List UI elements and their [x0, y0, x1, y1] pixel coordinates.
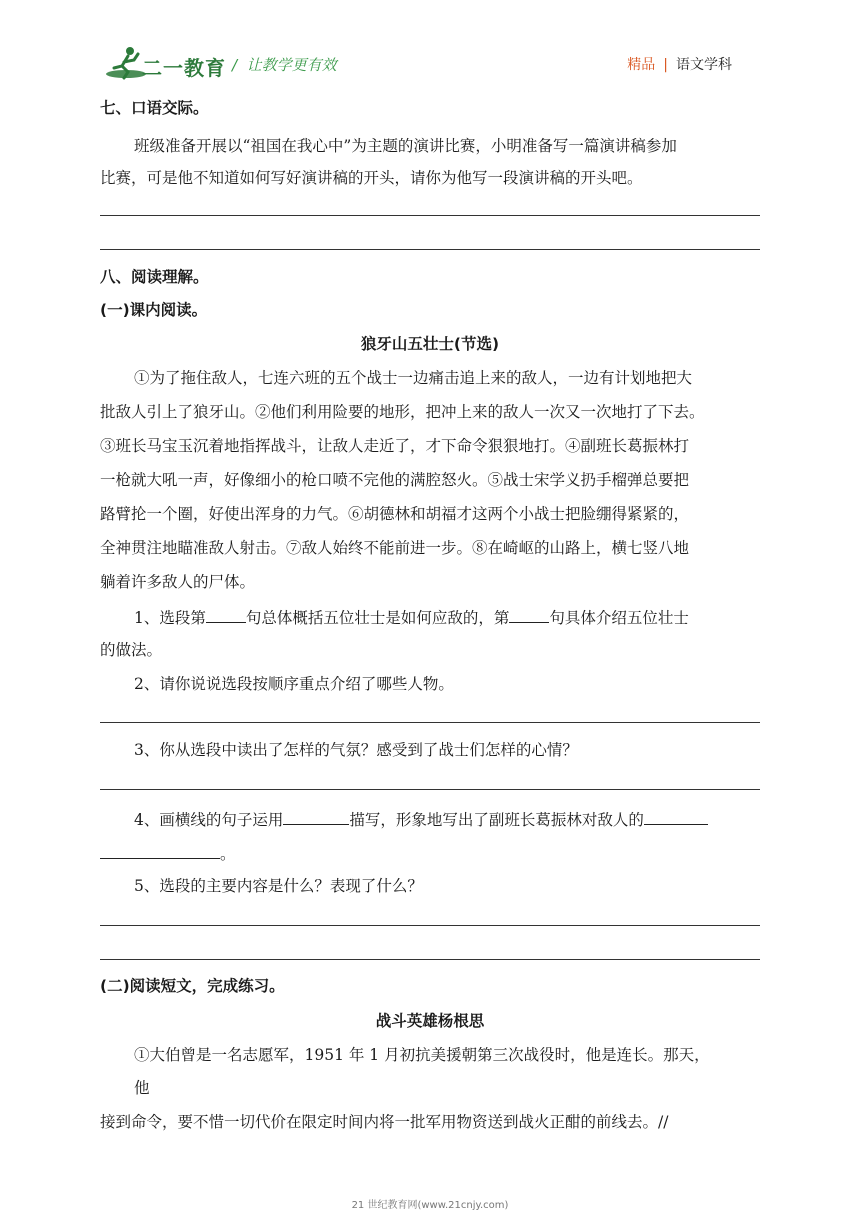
passage-1-line: 批敌人引上了狼牙山。②他们利用险要的地形，把冲上来的敌人一次又一次地打了下去。: [100, 403, 705, 421]
slogan: / 让教学更有效: [232, 56, 337, 74]
passage-1-title: 狼牙山五壮士(节选): [360, 335, 500, 353]
passage-1-line: 躺着许多敌人的尸体。: [100, 573, 256, 591]
subject-tag: 语文学科: [676, 57, 732, 73]
page-header: [0, 0, 860, 92]
passage-1-line: 路臂抡一个圈，好使出浑身的力气。⑥胡德林和胡福才这两个小战士把脸绷得紧紧的，: [100, 505, 690, 523]
passage-2-line: 接到命令，要不惜一切代价在限定时间内将一批军用物资送到战火正酣的前线去。//: [100, 1113, 669, 1131]
part-1-title: (一)课内阅读。: [100, 301, 208, 319]
answer-line[interactable]: [100, 925, 760, 926]
question-1: 1、选段第 句总体概括五位壮士是如何应敌的，第 句具体介绍五位壮士: [134, 606, 689, 628]
answer-line[interactable]: [100, 249, 760, 250]
question-5: 5、选段的主要内容是什么？表现了什么？: [134, 877, 423, 895]
answer-line[interactable]: [100, 789, 760, 790]
passage-1-line: ①为了拖住敌人，七连六班的五个战士一边痛击追上来的敌人，一边有计划地把大: [134, 369, 693, 387]
passage-2-title: 战斗英雄杨根思: [375, 1012, 485, 1030]
quality-tag: 精品: [627, 57, 656, 73]
part-2-title: (二)阅读短文，完成练习。: [100, 977, 285, 995]
brand-name: 二一教育: [142, 56, 226, 80]
fill-blank[interactable]: [509, 606, 549, 623]
sec7-text-line1: 班级准备开展以“祖国在我心中”为主题的演讲比赛，小明准备写一篇演讲稿参加: [134, 137, 677, 155]
question-4-cont: 。: [100, 842, 236, 864]
fill-blank[interactable]: [644, 808, 708, 825]
sec7-text-line2: 比赛，可是他不知道如何写好演讲稿的开头，请你为他写一段演讲稿的开头吧。: [100, 169, 643, 187]
fill-blank[interactable]: [283, 808, 349, 825]
section-8-title: 八、阅读理解。: [100, 268, 209, 286]
passage-1-line: ③班长马宝玉沉着地指挥战斗，让敌人走近了，才下命令狠狠地打。④副班长葛振林打: [100, 437, 690, 455]
question-1-cont: 的做法。: [100, 641, 163, 659]
answer-line[interactable]: [100, 959, 760, 960]
fill-blank[interactable]: [206, 606, 246, 623]
passage-2-line: 他: [134, 1079, 150, 1097]
answer-line[interactable]: [100, 722, 760, 723]
page-footer: 21 世纪教育网(www.21cnjy.com): [351, 1200, 509, 1211]
passage-1-line: 全神贯注地瞄准敌人射击。⑦敌人始终不能前进一步。⑧在崎岖的山路上，横七竖八地: [100, 539, 690, 557]
header-tags: 精品 | 语文学科: [627, 57, 732, 73]
answer-line[interactable]: [100, 215, 760, 216]
question-4: 4、画横线的句子运用 描写，形象地写出了副班长葛振林对敌人的: [134, 808, 708, 830]
passage-2-line: ①大伯曾是一名志愿军，1951 年 1 月初抗美援朝第三次战役时，他是连长。那天，: [134, 1046, 710, 1064]
fill-blank[interactable]: [100, 842, 220, 859]
question-2: 2、请你说说选段按顺序重点介绍了哪些人物。: [134, 675, 454, 693]
section-7-title: 七、口语交际。: [100, 99, 209, 117]
question-3: 3、你从选段中读出了怎样的气氛？感受到了战士们怎样的心情？: [134, 741, 578, 759]
passage-1-line: 一枪就大吼一声，好像细小的枪口喷不完他的满腔怒火。⑤战士宋学义扔手榴弹总要把: [100, 471, 690, 489]
